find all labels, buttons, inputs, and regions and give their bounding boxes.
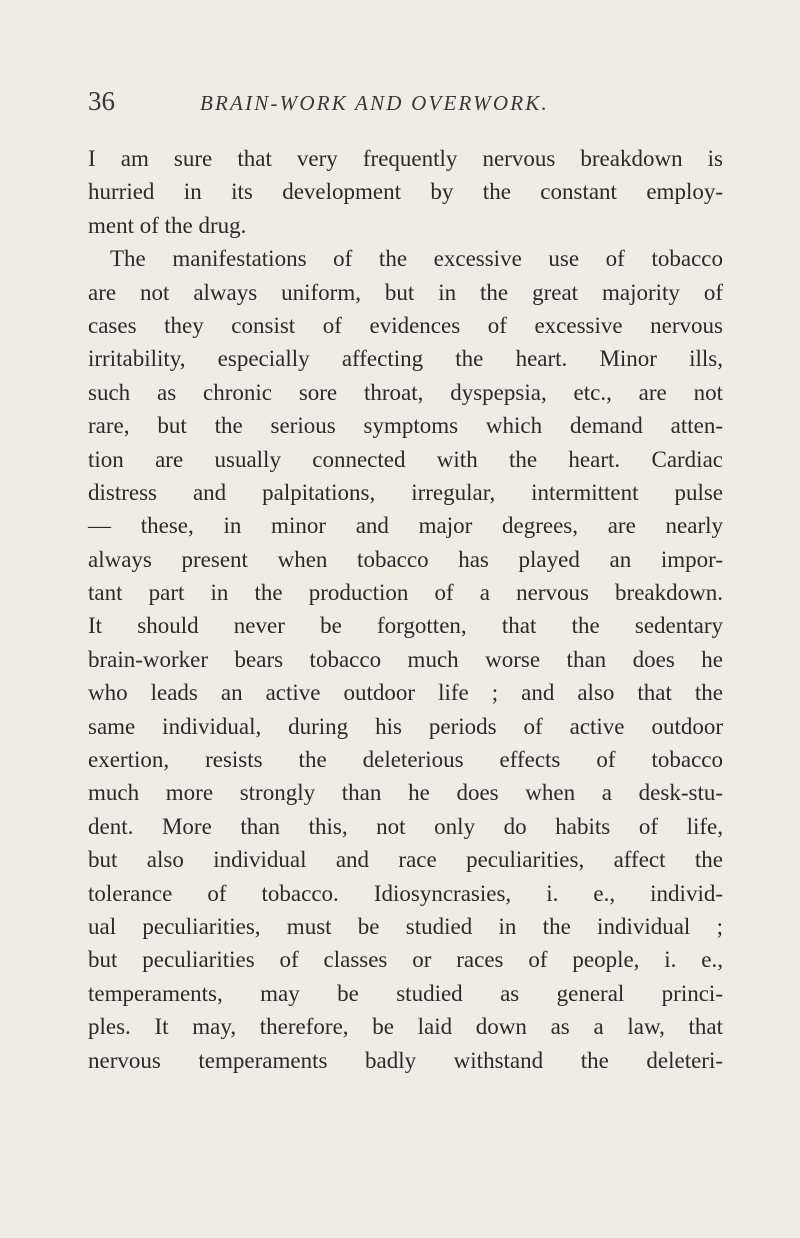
text-line: are not always uniform, but in the great majority of bbox=[88, 279, 723, 305]
text-line: I am sure that very frequently nervous breakdown is bbox=[88, 146, 723, 171]
text-line: tion are usually connected with the heart. Cardiac bbox=[88, 446, 723, 472]
text-line: nervous temperaments badly withstand the deleteri- bbox=[88, 1047, 723, 1073]
text-line: brain-worker bears tobacco much worse than does he bbox=[88, 646, 723, 672]
text-line: distress and palpitations, irregular, intermittent pulse bbox=[88, 479, 723, 505]
text-line: irritability, especially affecting the heart. Minor ills, bbox=[88, 346, 723, 372]
text-line: exertion, resists the deleterious effects of tobacco bbox=[88, 747, 723, 773]
text-line: but peculiarities of classes or races of people, i. e., bbox=[88, 947, 723, 973]
text-line: hurried in its development by the constant employ- bbox=[88, 179, 723, 205]
page-number: 36 bbox=[88, 86, 115, 116]
text-line: The manifestations of the excessive use of tobacco bbox=[110, 246, 723, 272]
text-line: much more strongly than he does when a desk-stu- bbox=[88, 780, 723, 806]
text-line: cases they consist of evidences of excessive nervous bbox=[88, 312, 723, 338]
text-line: — these, in minor and major degrees, are nearly bbox=[88, 513, 723, 539]
text-line: temperaments, may be studied as general princi- bbox=[88, 980, 723, 1006]
body-text bbox=[88, 142, 723, 1077]
running-head bbox=[88, 84, 728, 124]
text-line: such as chronic sore throat, dyspepsia, etc., are not bbox=[88, 379, 723, 405]
text-line: same individual, during his periods of active outdoor bbox=[88, 713, 723, 739]
text-line: ples. It may, therefore, be laid down as a law, that bbox=[88, 1014, 723, 1040]
text-line: It should never be forgotten, that the sedentary bbox=[88, 613, 723, 639]
text-line: rare, but the serious symptoms which demand atten- bbox=[88, 413, 723, 439]
text-line: but also individual and race peculiarities, affect the bbox=[88, 847, 723, 873]
text-line: dent. More than this, not only do habits of life, bbox=[88, 813, 723, 839]
text-line: who leads an active outdoor life ; and also that the bbox=[88, 680, 723, 706]
text-line: tolerance of tobacco. Idiosyncrasies, i. e., individ- bbox=[88, 880, 723, 906]
text-line: ual peculiarities, must be studied in the individual ; bbox=[88, 913, 723, 939]
running-title: BRAIN-WORK AND OVERWORK. bbox=[200, 91, 549, 115]
text-line: tant part in the production of a nervous breakdown. bbox=[88, 580, 723, 606]
text-line: always present when tobacco has played an impor- bbox=[88, 546, 723, 572]
text-line: ment of the drug. bbox=[88, 212, 247, 238]
